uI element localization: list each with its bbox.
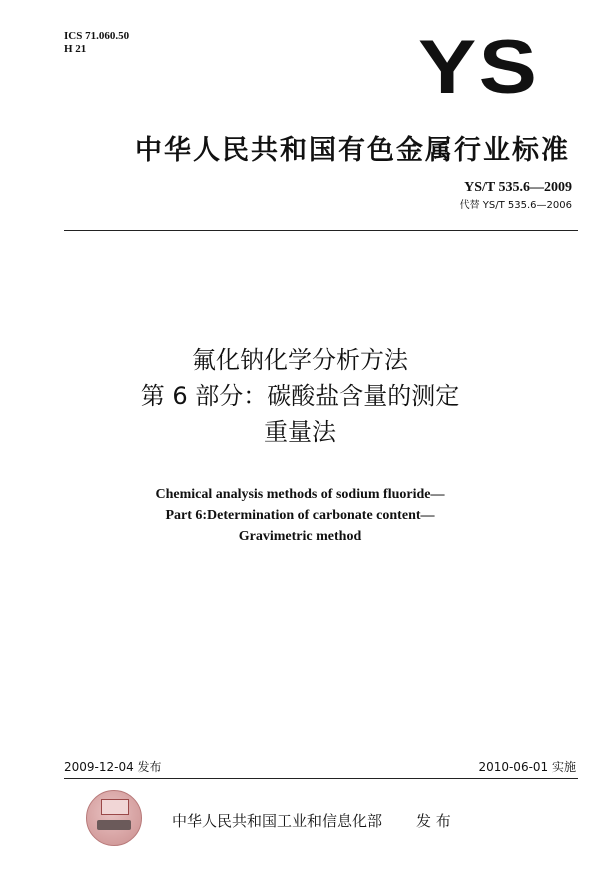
seal-emblem-icon (101, 799, 129, 815)
ys-logo: YS (418, 25, 540, 110)
implementation-date: 2010-06-01 实施 (478, 760, 576, 774)
issuer-action: 发 布 (416, 812, 451, 830)
replaces-note: 代替 YS/T 535.6—2006 (459, 200, 572, 211)
bottom-divider (64, 778, 578, 779)
standard-number: YS/T 535.6—2009 (464, 180, 572, 195)
english-title-line-2: Part 6:Determination of carbonate content— (165, 508, 435, 523)
issuing-authority (172, 810, 451, 831)
anti-counterfeit-seal-icon (86, 790, 142, 846)
chinese-title-line-3: 重量法 (264, 418, 336, 446)
ics-code: ICS 71.060.50 (64, 30, 130, 42)
chinese-title-line-1: 氟化钠化学分析方法 (192, 346, 408, 374)
top-divider (64, 230, 578, 231)
english-title-line-1: Chemical analysis methods of sodium fluoride— (155, 487, 445, 502)
english-title (0, 484, 600, 547)
seal-band (97, 820, 131, 830)
standard-category-title: 中华人民共和国有色金属行业标准 (135, 135, 570, 166)
chinese-title-line-2: 第 6 部分：碳酸盐含量的测定 (140, 382, 460, 410)
issue-date: 2009-12-04 发布 (64, 760, 162, 774)
issuer-name: 中华人民共和国工业和信息化部 (172, 812, 383, 830)
ccs-code: H 21 (64, 43, 87, 55)
classification-codes (64, 30, 129, 56)
english-title-line-3: Gravimetric method (238, 529, 362, 544)
chinese-title (0, 342, 600, 450)
